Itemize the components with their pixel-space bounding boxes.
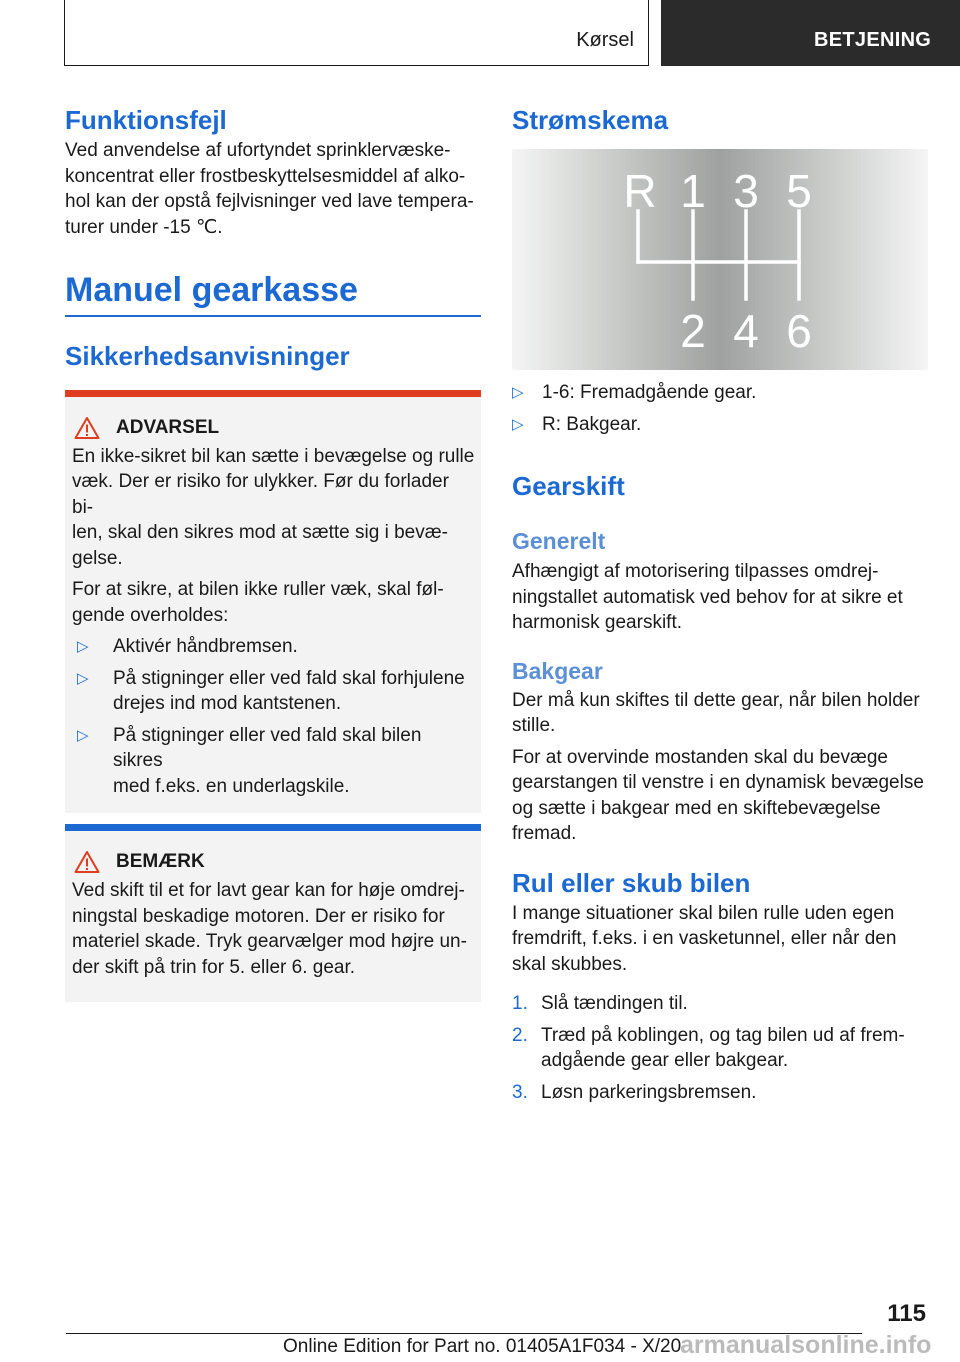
notice-label: BEMÆRK	[116, 851, 205, 872]
gear-label-2: 2	[680, 305, 706, 357]
gear-label-5: 5	[786, 165, 812, 217]
gear-label-6: 6	[786, 305, 812, 357]
left-column	[65, 104, 481, 1002]
list-item: ▷ På stigninger eller ved fald skal forhjulene drejes ind mod kantstenen.	[77, 666, 475, 717]
general-text: Afhængigt af motorisering tilpasses omdrej- ningstallet automatisk ved behov for at sikre et harmonisk gearskift.	[512, 561, 903, 633]
list-item: 3. Løsn parkeringsbremsen.	[512, 1080, 928, 1106]
list-item: ▷ På stigninger eller ved fald skal bilen sikres med f.eks. en underlagskile.	[77, 723, 475, 800]
edition-text: Online Edition for Part no. 01405A1F034 - X/20	[283, 1336, 682, 1357]
malfunction-heading: Funktionsfejl	[65, 105, 227, 135]
triangle-bullet-icon: ▷	[512, 415, 524, 433]
malfunction-text: Ved anvendelse af ufortyndet sprinklervæske- koncentrat eller frostbeskyttelsesmiddel af alko- hol kan der opstå fejlvisninger ved lave tempera- turer under -15 ℃.	[65, 140, 474, 238]
warning-triangle-icon	[74, 416, 100, 440]
triangle-bullet-icon: ▷	[512, 384, 524, 401]
warning-para-2: For at sikre, at bilen ikke ruller væk, skal føl- gende overholdes:	[72, 579, 444, 626]
reverse-para-1: Der må kun skiftes til dette gear, når bilen holder stille.	[512, 689, 920, 736]
list-item: 1. Slå tændingen til.	[512, 991, 928, 1017]
safety-heading: Sikkerhedsanvisninger	[65, 340, 350, 371]
manual-gearbox-heading: Manuel gearkasse	[65, 271, 358, 309]
list-item: 2. Træd på koblingen, og tag bilen ud af frem- adgående gear eller bakgear.	[512, 1023, 928, 1074]
triangle-bullet-icon: ▷	[77, 638, 89, 655]
general-heading: Generelt	[512, 528, 606, 554]
triangle-bullet-icon: ▷	[77, 669, 89, 687]
roll-push-heading: Rul eller skub bilen	[512, 867, 751, 898]
gear-label-r: R	[623, 165, 657, 217]
step-number: 1.	[512, 993, 528, 1014]
notice-title	[72, 849, 475, 875]
page-number: 115	[887, 1300, 926, 1327]
notice-box	[65, 824, 481, 1002]
gear-label-3: 3	[733, 165, 759, 217]
step-number: 2.	[512, 1024, 528, 1046]
warning-box	[65, 390, 481, 814]
warning-label: ADVARSEL	[116, 416, 220, 438]
notice-bar	[65, 824, 481, 831]
step-number: 3.	[512, 1081, 528, 1103]
reverse-heading: Bakgear	[512, 657, 603, 684]
gear-label-1: 1	[680, 165, 706, 217]
notice-text: Ved skift til et for lavt gear kan for høje omdrej- ningstal beskadige motoren. Der er risiko for materiel skade. Tryk gearvælger mod højre un- der skift på trin for 5. eller 6. gear.	[72, 880, 467, 978]
header-section-box	[64, 0, 649, 66]
warning-bullet-list	[72, 634, 475, 799]
warning-bar	[65, 390, 481, 397]
heading-rule	[65, 315, 481, 317]
gear-shift-diagram	[512, 149, 928, 370]
warning-title	[72, 415, 475, 441]
list-item: ▷ 1-6: Fremadgående gear.	[512, 380, 928, 406]
header-chapter-label: BETJENING	[814, 29, 932, 51]
triangle-bullet-icon: ▷	[77, 726, 89, 744]
list-item: ▷ Aktivér håndbremsen.	[77, 634, 475, 660]
header-section-label: Kørsel	[576, 29, 634, 51]
diagram-heading: Strømskema	[512, 105, 669, 135]
roll-push-text: I mange situationer skal bilen rulle uden egen fremdrift, f.eks. i en vasketunnel, eller når den skal skubbes.	[512, 902, 897, 975]
header-chapter-box	[661, 0, 960, 66]
diagram-legend	[512, 380, 928, 437]
steps-list	[512, 991, 928, 1105]
right-column	[512, 104, 928, 1105]
warning-para-1: En ikke-sikret bil kan sætte i bevægelse og rulle væk. Der er risiko for ulykker. Før du forlader bi- len, skal den sikres mod at sætte sig i bevæ- gelse.	[72, 445, 475, 569]
gear-label-4: 4	[733, 305, 759, 357]
reverse-para-2: For at overvinde mostanden skal du bevæge gearstangen til venstre i en dynamisk bevægelse og sætte i bakgear med en skiftebevægelse fremad.	[512, 746, 924, 844]
list-item: ▷ R: Bakgear.	[512, 412, 928, 438]
gear-shift-heading: Gearskift	[512, 471, 625, 501]
watermark-text: armanualsonline.info	[680, 1331, 932, 1359]
warning-triangle-icon	[74, 850, 100, 874]
